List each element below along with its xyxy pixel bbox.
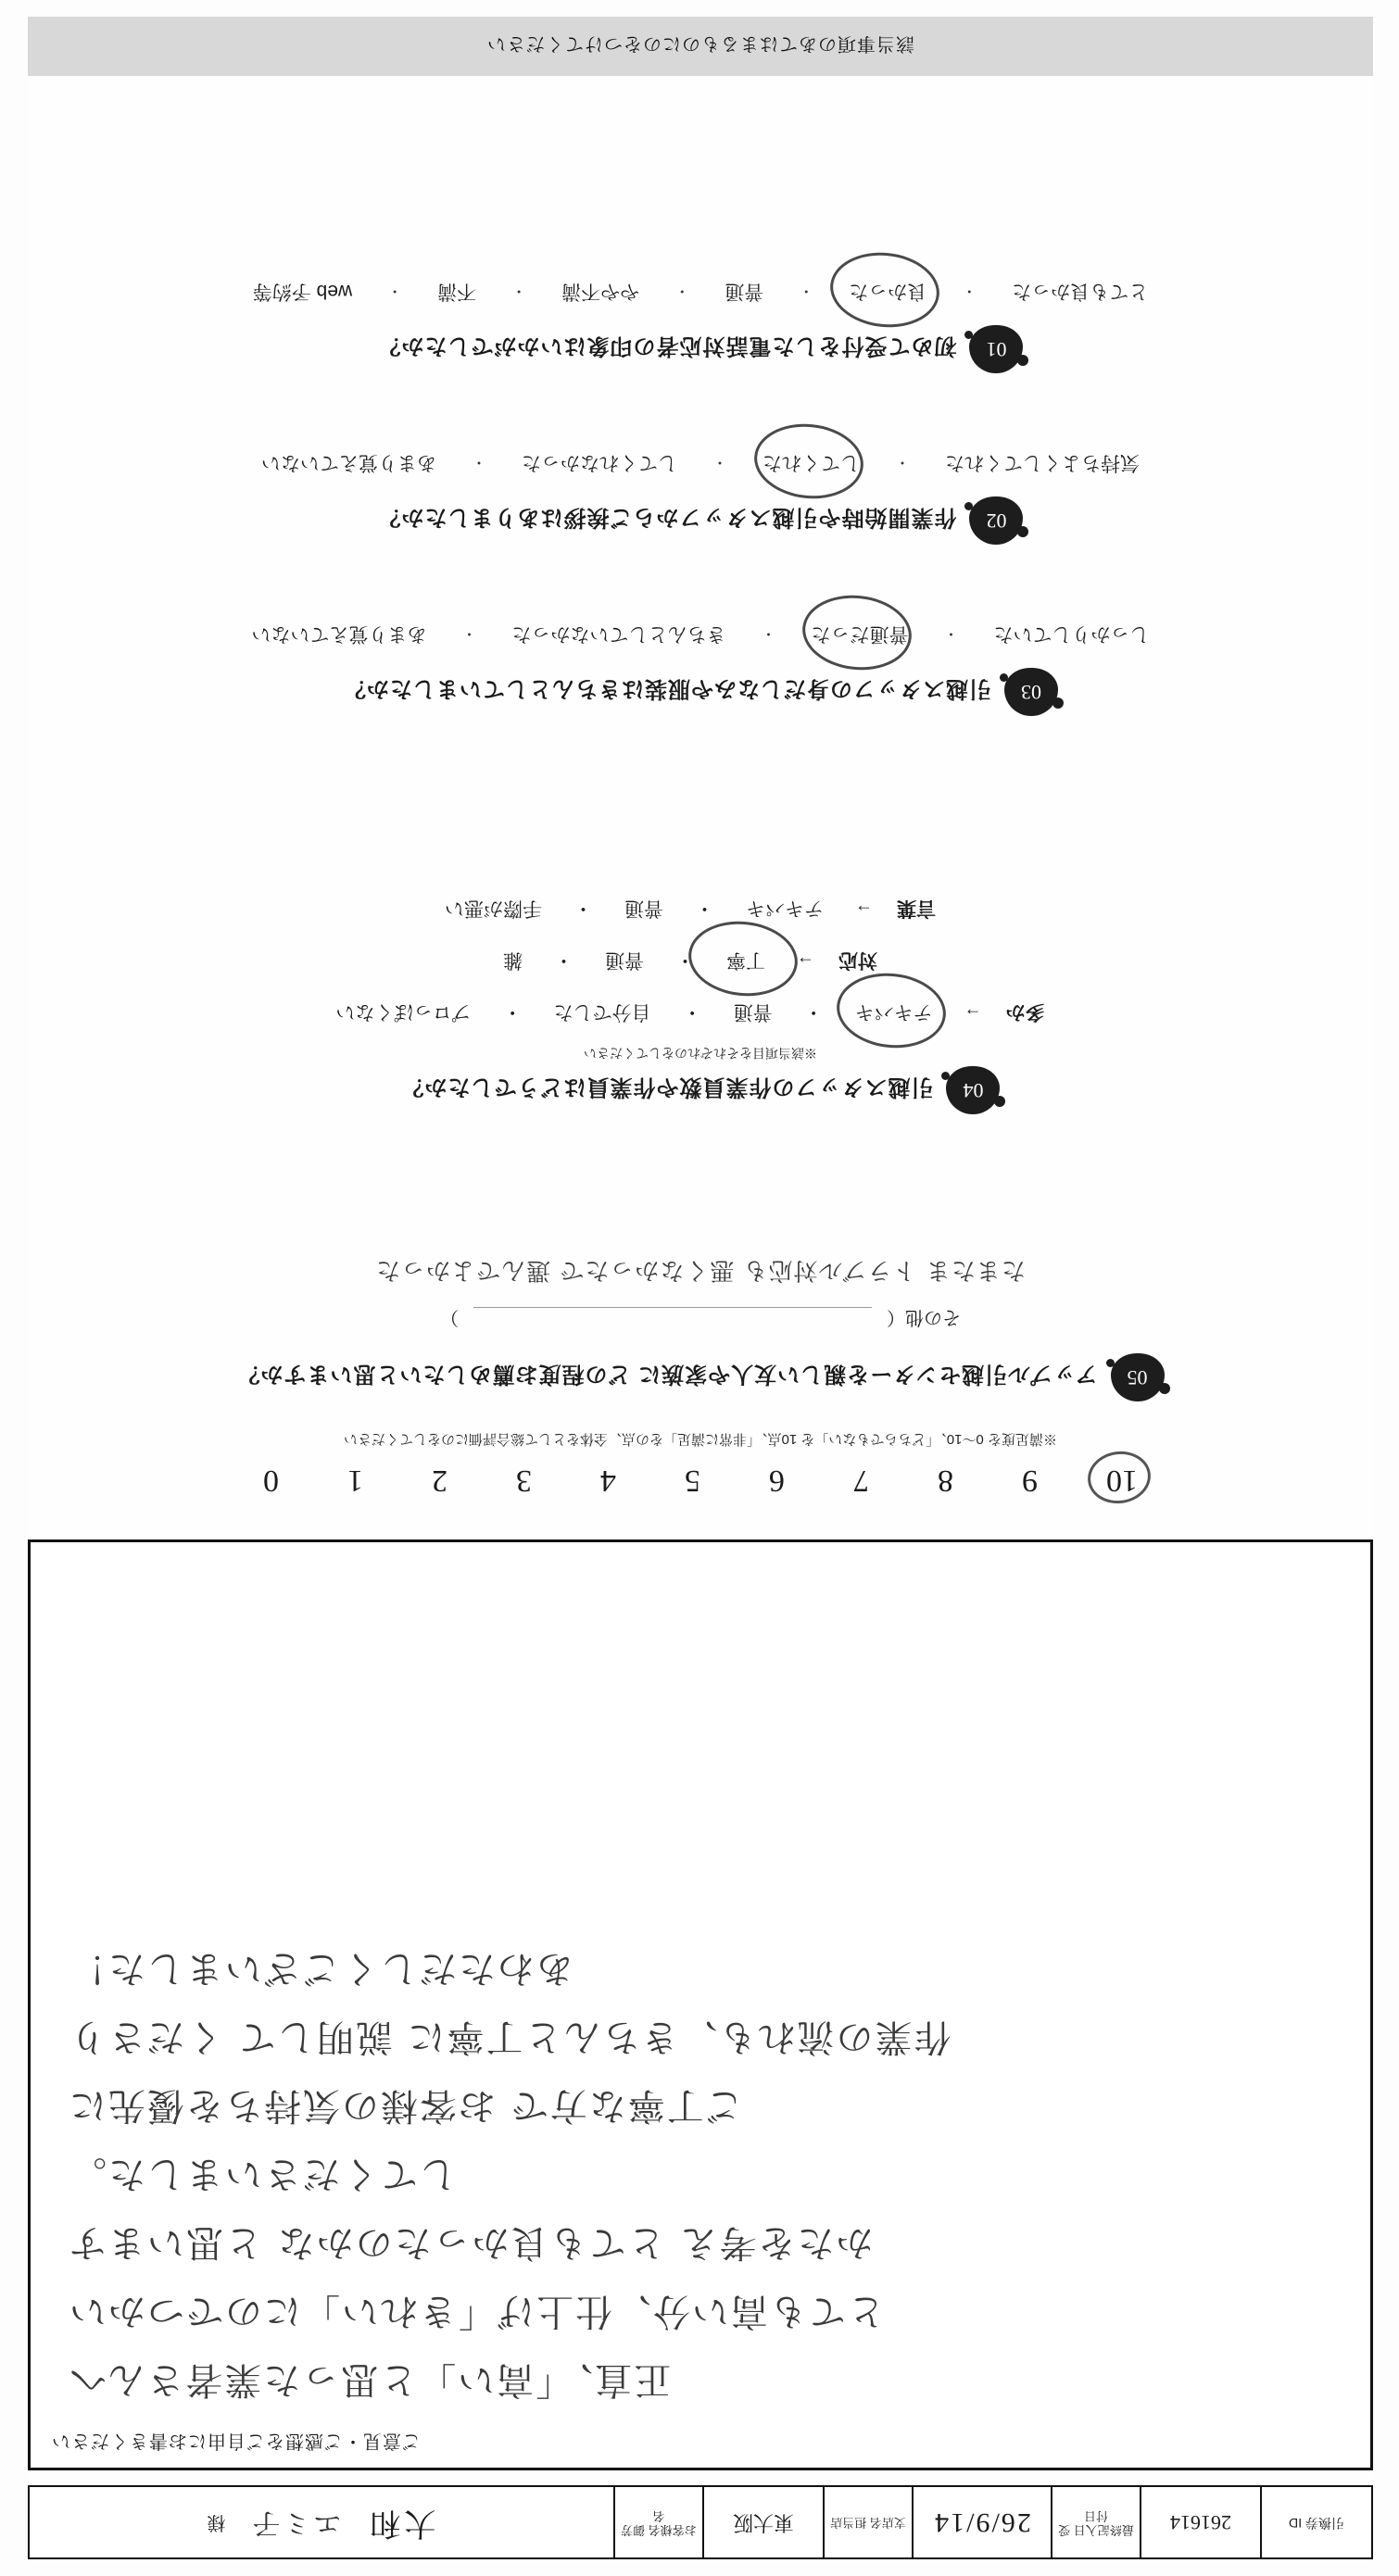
header-id-label: 引換券 ID (1260, 2487, 1371, 2557)
question-04-row-3-option-0[interactable]: テキパキ (746, 898, 824, 919)
survey-paper (28, 17, 1373, 2559)
free-comment-label: ご意見・ご感想をご自由にお書きください (51, 2431, 421, 2451)
question-04-row-1-option-0[interactable]: テキパキ (848, 998, 940, 1029)
question-05-other-row[interactable] (28, 1306, 1373, 1333)
header-id-value: 261614 (1140, 2487, 1260, 2557)
scale-option-9[interactable]: 9 (1022, 1464, 1038, 1498)
question-04-rows (28, 894, 1373, 1029)
question-05-other-close: ） (440, 1307, 459, 1327)
bullet-icon: ・ (943, 625, 959, 642)
bullet-icon: ・ (895, 454, 911, 471)
question-01-option-2[interactable]: 普通 (725, 281, 764, 302)
question-03-option-0[interactable]: しっかりしていた (993, 623, 1150, 645)
arrow-icon: → (855, 900, 873, 920)
free-comment-line: あわただしくございました！ (68, 1947, 573, 1990)
bullet-icon: ・ (675, 949, 695, 971)
header-name-handwritten: エミ子 (249, 2506, 342, 2539)
arrow-icon: → (797, 952, 814, 972)
bullet-icon: ・ (461, 625, 477, 642)
question-02-text: 作業開始時や引越スタッフからご挨拶はありましたか？ (377, 505, 957, 531)
question-02-options (28, 448, 1373, 480)
question-04-row-2 (496, 946, 905, 977)
question-04 (28, 894, 1373, 1114)
bullet-icon: ・ (471, 454, 486, 471)
scale-option-5[interactable]: 5 (685, 1464, 700, 1498)
scale-note: ※満足度を 0〜10、「どちらでもない」を 10点、「非常に満足」をの点、全体をとして総合評価にのをしてください (344, 1431, 1057, 1447)
question-01-head (28, 325, 1373, 373)
free-comment-line: ご丁寧な方で お客様の気持ちを優先に (68, 2084, 743, 2127)
question-03-badge: 03 (1004, 668, 1058, 716)
bullet-icon: ・ (799, 283, 814, 299)
header-date-value: 26/9/14 (912, 2487, 1051, 2557)
question-01-badge: 01 (970, 325, 1024, 373)
question-02-head (28, 496, 1373, 545)
question-04-row-2-label: 対応 (838, 949, 877, 971)
question-04-row-2-option-1[interactable]: 普通 (605, 949, 644, 971)
free-comment-line: 作業の流れも、きちんと丁寧に 説明して くださり (68, 2016, 952, 2058)
scale-option-7[interactable]: 7 (853, 1464, 869, 1498)
question-02-option-3[interactable]: あまり覚えていない (260, 452, 436, 473)
question-04-head (28, 1066, 1373, 1114)
question-01-option-1[interactable]: 良かった (841, 277, 934, 308)
question-04-row-3-option-1[interactable]: 普通 (624, 898, 663, 919)
bullet-icon: ・ (962, 283, 977, 299)
question-03 (28, 620, 1373, 716)
header-row (28, 2485, 1373, 2559)
bullet-icon: ・ (712, 454, 728, 471)
question-05-other-label: その他（ (887, 1307, 961, 1327)
question-04-row-1-option-1[interactable]: 普通 (733, 1001, 773, 1023)
scale-option-8[interactable]: 8 (938, 1464, 953, 1498)
bullet-icon: ・ (674, 283, 690, 299)
header-name-value (30, 2487, 613, 2557)
question-02-option-2[interactable]: してくれなかった (522, 452, 677, 473)
question-02 (28, 448, 1373, 545)
question-01-option-3[interactable]: やや不満 (561, 281, 640, 302)
question-02-option-1[interactable]: してくれた (755, 448, 867, 480)
question-05 (28, 1255, 1373, 1401)
nps-scale[interactable] (28, 1448, 1373, 1513)
question-04-row-1-option-2[interactable]: 自分でした (553, 1001, 651, 1023)
question-04-row-2-option-2[interactable]: 雑 (503, 949, 523, 971)
bullet-icon: ・ (573, 898, 593, 919)
free-comment-line: かたを考え とても良かったのかな と思います (68, 2221, 874, 2264)
question-01-text: 初めて受付をした電話対応者の印象はいかがでしたか？ (377, 333, 957, 359)
question-05-text: アップル引越センターを親しい友人や家族に どの程度お薦めしたいと思いますか？ (236, 1362, 1098, 1388)
question-05-handwritten: たまたま トラブル対応も 悪くなかったで 選んでよかった (375, 1256, 1026, 1284)
question-01-options (28, 277, 1373, 308)
instruction-band: 該当事項のあてはまるものにのをつけてください (28, 17, 1373, 76)
scale-option-10[interactable]: 10 (1106, 1464, 1138, 1498)
scale-option-2[interactable]: 2 (432, 1464, 447, 1498)
question-03-options (28, 620, 1373, 651)
free-comment-line: してくださいました。 (68, 2153, 457, 2195)
question-04-row-3-option-2[interactable]: 手際が悪い (445, 898, 542, 919)
scale-option-1[interactable]: 1 (347, 1464, 363, 1498)
question-05-badge: 05 (1111, 1353, 1165, 1401)
question-04-row-1-option-3[interactable]: プロっぽくない (335, 1001, 472, 1023)
header-name-label: お客様名 御芳名 (613, 2487, 702, 2557)
free-comment-box (28, 1539, 1373, 2470)
arrow-icon: → (964, 1004, 982, 1024)
question-04-row-1-label: 多か (1005, 1001, 1045, 1023)
header-branch-value: 東大阪 (702, 2487, 823, 2557)
question-04-row-3-label: 言葉 (897, 898, 936, 919)
question-04-row-3 (437, 894, 964, 925)
bullet-icon: ・ (387, 283, 403, 299)
question-01-option-4[interactable]: 不満 (437, 281, 477, 302)
question-04-row-1 (328, 998, 1072, 1029)
scale-option-4[interactable]: 4 (600, 1464, 616, 1498)
question-01 (28, 277, 1373, 373)
bullet-icon: ・ (502, 1001, 523, 1023)
question-04-text: 引越スタッフの作業員数や作業員はどうでしたか？ (400, 1074, 934, 1100)
free-comment-handwriting (68, 1945, 1333, 2403)
header-name-suffix: 様 (207, 2512, 226, 2533)
header-name-printed: 大和 (365, 2506, 436, 2541)
question-02-badge: 02 (970, 496, 1024, 545)
free-comment-line: 正直、「高い」と思った業者さんへ (68, 2358, 672, 2401)
bullet-icon: ・ (682, 1001, 702, 1023)
bullet-icon: ・ (554, 949, 573, 971)
scale-option-6[interactable]: 6 (769, 1464, 785, 1498)
question-01-option-0[interactable]: とても良かった (1012, 281, 1149, 302)
free-comment-line: とても高い分、仕上げ「きれい」にのでつかい (68, 2290, 885, 2332)
scale-option-0[interactable]: 0 (263, 1464, 279, 1498)
question-03-text: 引越スタッフの身だしなみや服装はきちんとしていましたか？ (343, 676, 991, 702)
header-branch-label: 支店名 担当店 (823, 2487, 912, 2557)
question-04-sub: ※該当項目をそれぞれのをしてください (584, 1046, 817, 1061)
question-05-other-input[interactable] (473, 1307, 872, 1332)
bullet-icon: ・ (761, 625, 776, 642)
question-04-badge: 04 (947, 1066, 1001, 1114)
question-04-row-2-option-0[interactable]: 丁寧 (719, 946, 773, 977)
header-date-label: 最終記入日 受付日 (1051, 2487, 1140, 2557)
bullet-icon: ・ (695, 898, 714, 919)
question-03-option-1[interactable]: 普通だった (804, 620, 916, 651)
question-03-option-2[interactable]: きちんとしていなかった (511, 623, 726, 645)
scale-option-3[interactable]: 3 (516, 1464, 532, 1498)
question-03-head (28, 668, 1373, 716)
bullet-icon: ・ (803, 1001, 824, 1023)
question-01-option-5[interactable]: web 予約等 (252, 281, 353, 302)
bullet-icon: ・ (511, 283, 527, 299)
question-02-option-0[interactable]: 気持ちよくしてくれた (945, 452, 1141, 473)
question-05-head (28, 1353, 1373, 1401)
question-03-option-3[interactable]: あまり覚えていない (251, 623, 427, 645)
